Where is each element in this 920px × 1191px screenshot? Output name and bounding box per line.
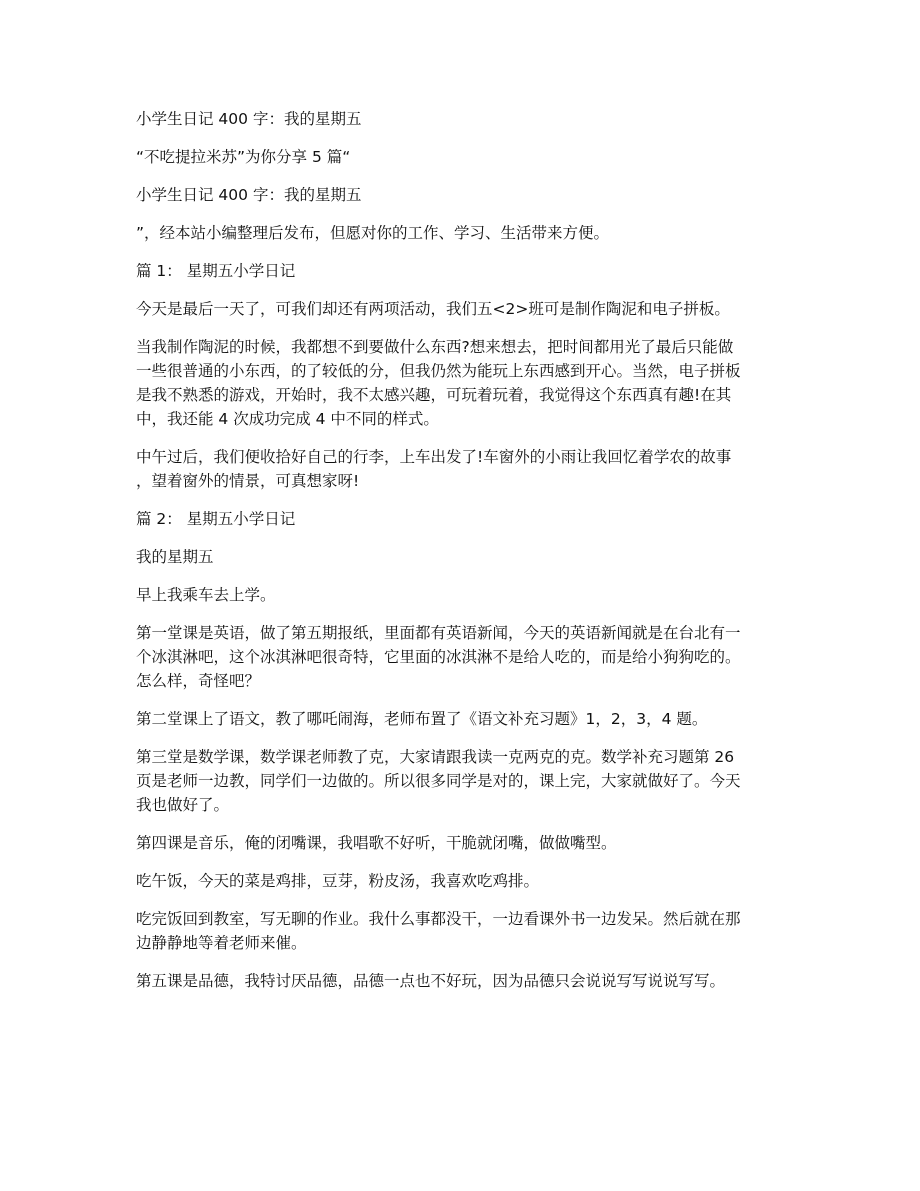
section-heading bbox=[136, 259, 796, 283]
text-line: 第二堂课上了语文，教了哪吒闹海，老师布置了《语文补充习题》1，2，3，4 题。 bbox=[136, 710, 708, 728]
paragraph bbox=[136, 335, 796, 431]
paragraph bbox=[136, 183, 796, 207]
text-line: 第一堂课是英语，做了第五期报纸，里面都有英语新闻，今天的英语新闻就是在台北有一 bbox=[136, 624, 741, 642]
paragraph bbox=[136, 445, 796, 493]
text-line: 边静静地等着老师来催。 bbox=[136, 934, 307, 952]
text-line: 第三堂是数学课，数学课老师教了克，大家请跟我读一克两克的克。数学补充习题第 26 bbox=[136, 748, 735, 766]
paragraph bbox=[136, 745, 796, 817]
text-line: 怎么样，奇怪吧？ bbox=[136, 672, 261, 690]
text-line: ”，经本站小编整理后发布，但愿对你的工作、学习、生活带来方便。 bbox=[136, 224, 610, 242]
text-line: 早上我乘车去上学。 bbox=[136, 586, 276, 604]
paragraph bbox=[136, 583, 796, 607]
paragraph bbox=[136, 545, 796, 569]
text-line: 吃午饭，今天的菜是鸡排，豆芽，粉皮汤，我喜欢吃鸡排。 bbox=[136, 872, 540, 890]
text-line: 吃完饭回到教室，写无聊的作业。我什么事都没干，一边看课外书一边发呆。然后就在那 bbox=[136, 910, 741, 928]
text-line: 个冰淇淋吧，这个冰淇淋吧很奇特，它里面的冰淇淋不是给人吃的，而是给小狗狗吃的。 bbox=[136, 648, 741, 666]
paragraph bbox=[136, 969, 796, 993]
text-line: 页是老师一边教，同学们一边做的。所以很多同学是对的，课上完，大家就做好了。今天 bbox=[136, 772, 741, 790]
text-line: 第五课是品德，我特讨厌品德，品德一点也不好玩，因为品德只会说说写写说说写写。 bbox=[136, 972, 726, 990]
paragraph bbox=[136, 869, 796, 893]
text-line: “不吃提拉米苏”为你分享 5 篇“ bbox=[136, 148, 351, 166]
text-line: 小学生日记 400 字：我的星期五 bbox=[136, 186, 362, 204]
text-line: 我也做好了。 bbox=[136, 796, 230, 814]
text-line: 小学生日记 400 字：我的星期五 bbox=[136, 110, 362, 128]
section-heading bbox=[136, 507, 796, 531]
paragraph bbox=[136, 145, 796, 169]
paragraph bbox=[136, 707, 796, 731]
text-line: 第四课是音乐，俺的闭嘴课，我唱歌不好听，干脆就闭嘴，做做嘴型。 bbox=[136, 834, 617, 852]
text-line: 中，我还能 4 次成功完成 4 中不同的样式。 bbox=[136, 410, 439, 428]
text-line: 篇 2： 星期五小学日记 bbox=[136, 510, 296, 528]
text-line: 是我不熟悉的游戏，开始时，我不太感兴趣，可玩着玩着，我觉得这个东西真有趣!在其 bbox=[136, 386, 732, 404]
text-line: 当我制作陶泥的时候，我都想不到要做什么东西?想来想去，把时间都用光了最后只能做 bbox=[136, 338, 734, 356]
text-line: 篇 1： 星期五小学日记 bbox=[136, 262, 296, 280]
text-line: ，望着窗外的情景，可真想家呀! bbox=[136, 472, 360, 490]
text-line: 今天是最后一天了，可我们却还有两项活动，我们五<2>班可是制作陶泥和电子拼板。 bbox=[136, 300, 730, 318]
paragraph bbox=[136, 297, 796, 321]
text-line: 一些很普通的小东西，的了较低的分，但我仍然为能玩上东西感到开心。当然，电子拼板 bbox=[136, 362, 741, 380]
document-page bbox=[136, 107, 796, 1007]
paragraph bbox=[136, 107, 796, 131]
paragraph bbox=[136, 221, 796, 245]
text-line: 我的星期五 bbox=[136, 548, 214, 566]
paragraph bbox=[136, 907, 796, 955]
paragraph bbox=[136, 621, 796, 693]
text-line: 中午过后，我们便收拾好自己的行李，上车出发了!车窗外的小雨让我回忆着学农的故事 bbox=[136, 448, 732, 466]
paragraph bbox=[136, 831, 796, 855]
